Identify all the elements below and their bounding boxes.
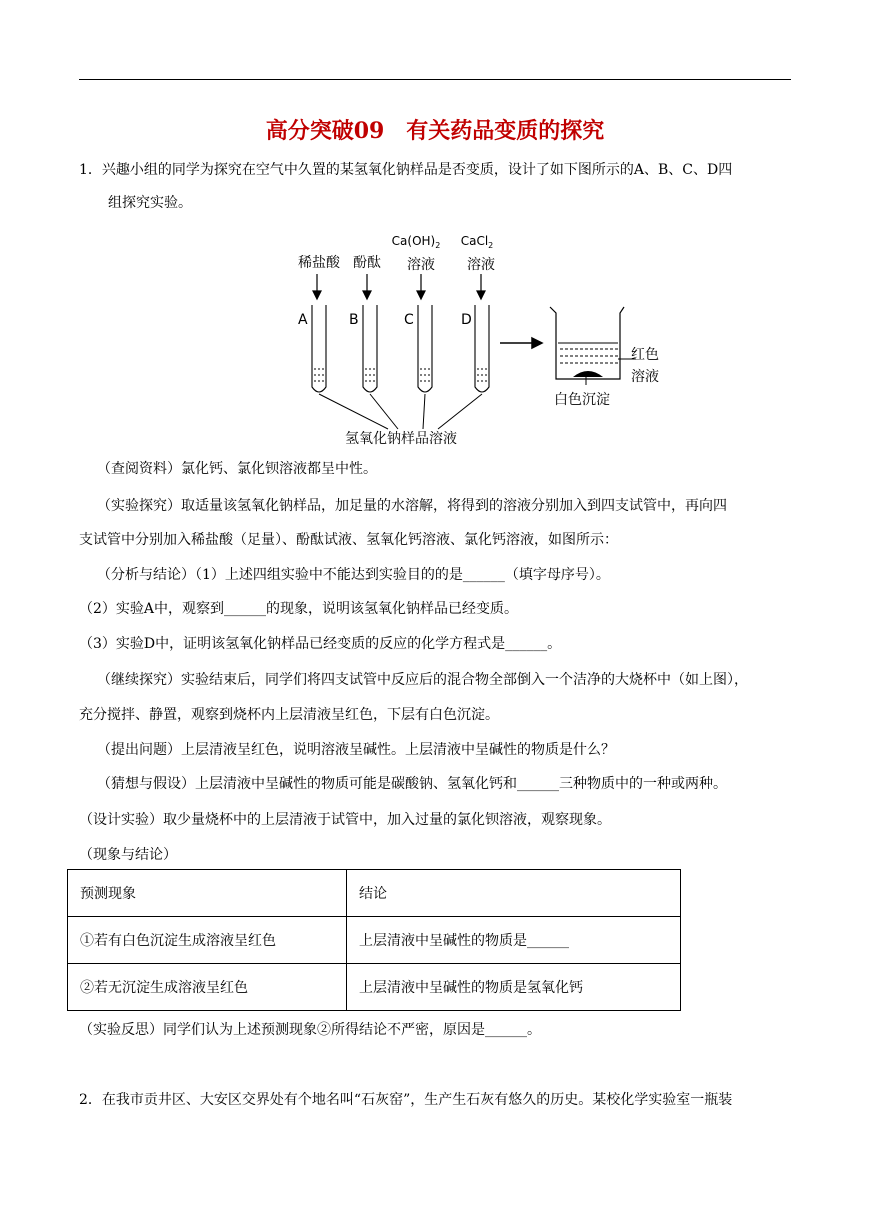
line-reflection: （实验反思）同学们认为上述预测现象②所得结论不严密，原因是______。 <box>79 1022 541 1038</box>
table-header-cell: 结论 <box>347 870 681 917</box>
line-analysis-1: （分析与结论）（1）上述四组实验中不能达到实验目的的是______（填字母序号）。 <box>97 567 610 583</box>
beaker-label-2: 溶液 <box>631 369 659 385</box>
line-hypothesis: （猜想与假设）上层清液中呈碱性的物质可能是碳酸钠、氢氧化钙和______三种物质中的一种或两种。 <box>97 776 727 792</box>
table-cell: 上层清液中呈碱性的物质是______ <box>347 917 681 964</box>
experiment-figure <box>288 229 688 454</box>
line-analysis-2: （2）实验A中，观察到______的现象，说明该氢氧化钠样品已经变质。 <box>79 601 519 617</box>
reagent-d-label-line2: 溶液 <box>467 257 495 273</box>
q2-line1: 2．在我市贡井区、大安区交界处有个地名叫“石灰窑”，生产生石灰有悠久的历史。某校化学实验室一瓶装 <box>79 1092 733 1108</box>
line-lookup: （查阅资料）氯化钙、氯化钡溶液都呈中性。 <box>97 461 377 477</box>
q1-intro-line1: 1．兴趣小组的同学为探究在空气中久置的某氢氧化钠样品是否变质，设计了如下图所示的A、B、C、D四 <box>79 162 733 178</box>
tube-a-letter: A <box>298 312 308 328</box>
table-row <box>68 964 681 1011</box>
reagent-a-label: 稀盐酸 <box>298 255 340 271</box>
beaker-liquid <box>558 343 618 363</box>
down-arrows <box>313 274 485 299</box>
line-analysis-3: （3）实验D中，证明该氢氧化钠样品已经变质的反应的化学方程式是______。 <box>79 636 562 652</box>
table-row <box>68 917 681 964</box>
reagent-c-label-line1: $Ca(OH)_2$ <box>391 234 441 250</box>
precipitate-mound <box>573 371 603 377</box>
line-explore-1: （实验探究）取适量该氢氧化钠样品，加足量的水溶解，将得到的溶液分别加入到四支试管中，再向四 <box>97 498 727 514</box>
line-explore-2: 支试管中分别加入稀盐酸（足量）、酚酞试液、氢氧化钙溶液、氯化钙溶液，如图所示： <box>79 532 618 548</box>
tube-liquids <box>314 369 487 381</box>
page-title: 高分突破09 有关药品变质的探究 <box>265 118 605 144</box>
tube-c-letter: C <box>404 312 414 328</box>
table-header-cell: 预测现象 <box>68 870 347 917</box>
table-header-row <box>68 870 681 917</box>
q1-intro-line2: 组探究实验。 <box>108 195 192 211</box>
pointer-lines <box>319 394 482 429</box>
line-design: （设计实验）取少量烧杯中的上层清液于试管中，加入过量的氯化钡溶液，观察现象。 <box>79 812 611 828</box>
results-table <box>67 869 681 1011</box>
sample-label: 氢氧化钠样品溶液 <box>345 431 457 447</box>
tube-d-letter: D <box>461 312 472 328</box>
line-phenomena: （现象与结论） <box>79 847 177 863</box>
line-continue-1: （继续探究）实验结束后，同学们将四支试管中反应后的混合物全部倒入一个洁净的大烧杯中（如上图）， <box>97 672 748 688</box>
table-cell: ①若有白色沉淀生成溶液呈红色 <box>68 917 347 964</box>
precipitate-label: 白色沉淀 <box>554 392 610 408</box>
line-question: （提出问题）上层清液呈红色，说明溶液呈碱性。上层清液中呈碱性的物质是什么？ <box>97 742 615 758</box>
header-rule <box>79 79 791 80</box>
reagent-c-label-line2: 溶液 <box>407 257 435 273</box>
tube-b-letter: B <box>349 312 359 328</box>
beaker-label-1: 红色 <box>631 347 659 363</box>
table-cell: 上层清液中呈碱性的物质是氢氧化钙 <box>347 964 681 1011</box>
right-arrow <box>500 338 542 348</box>
line-continue-2: 充分搅拌、静置，观察到烧杯内上层清液呈红色，下层有白色沉淀。 <box>79 707 499 723</box>
reagent-d-label-line1: CaCl$_2$ <box>460 234 494 250</box>
table-cell: ②若无沉淀生成溶液呈红色 <box>68 964 347 1011</box>
reagent-b-label: 酚酞 <box>353 255 381 271</box>
